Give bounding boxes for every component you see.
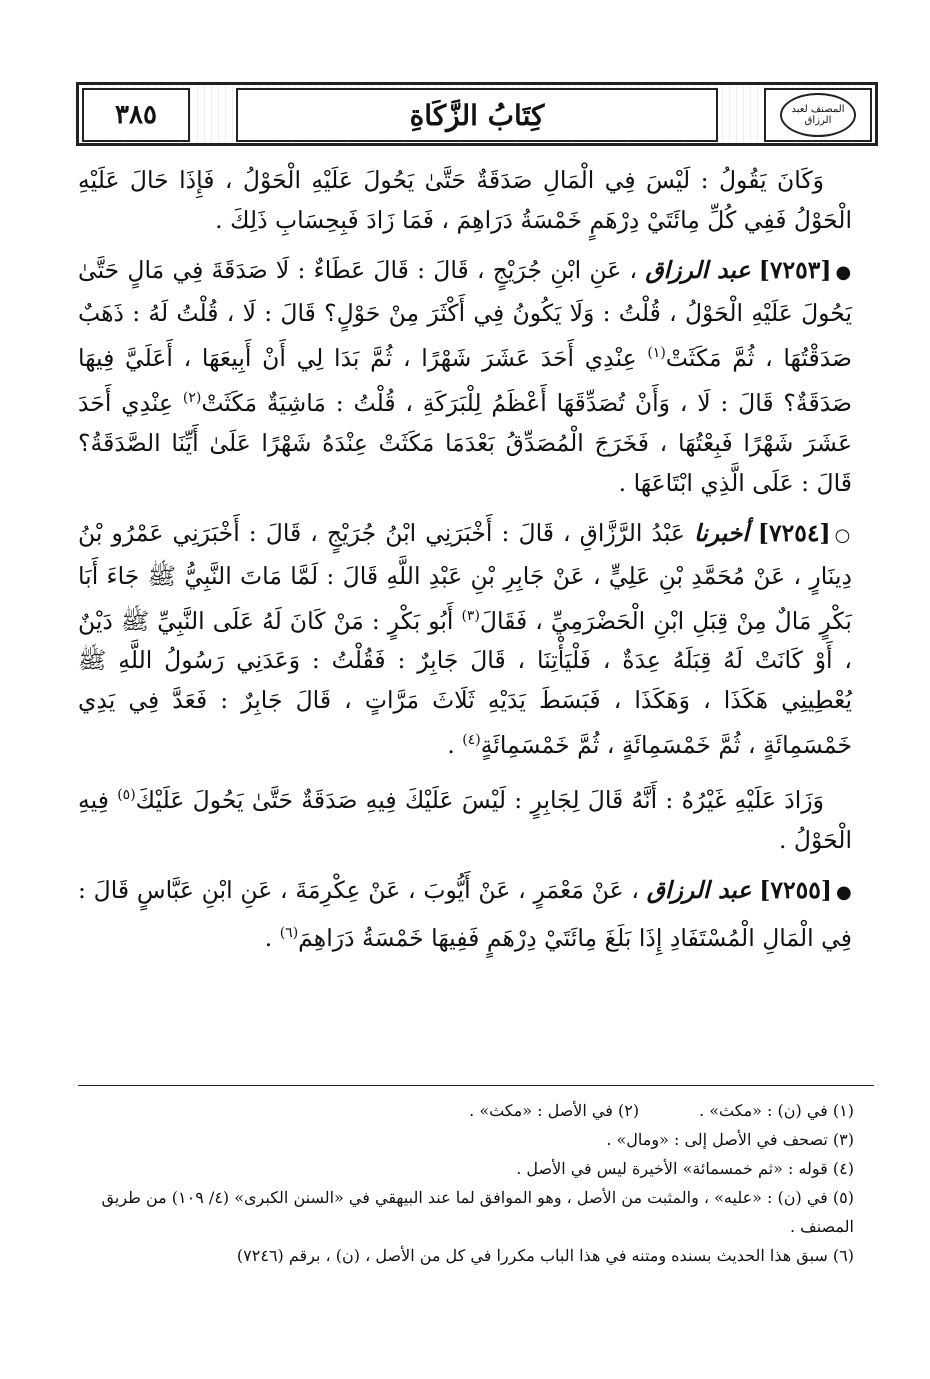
footnote-4: (٤) قوله : «ثم خمسمائة» الأخيرة ليس في الأصل . [516, 1159, 854, 1178]
paragraph [78, 775, 852, 860]
hadith-text: . [447, 731, 455, 760]
footnote-divider [78, 1085, 874, 1086]
chain-name: أخبرنا [694, 518, 749, 547]
hadith-number: [٧٢٥٣] [758, 256, 832, 284]
footnote-ref[interactable]: (٦) [279, 925, 299, 942]
hadith-number: [٧٢٥٥] [759, 876, 832, 905]
paragraph-text: وَزَادَ عَلَيْهِ غَيْرُهُ : أَنَّهُ قَالَ لِجَابِرٍ : لَيْسَ عَلَيْكَ فِيهِ صَدَقَةٌ حَتَّىٰ يَحُولَ عَلَيْكَ [135, 786, 824, 815]
main-text [78, 160, 852, 968]
hadith-number: [٧٢٥٤] [757, 518, 831, 547]
hadith-text: عِنْدِي أَحَدَ عَشَرَ شَهْرًا فَبِعْتُهَا ، فَخَرَجَ الْمُصَدِّقُ بَعْدَمَا مَكَثَتْ عِنْدَهُ شَهْرًا عَلَىٰ أَيِّنَا الصَّدَقَةُ؟ قَالَ : عَلَى الَّذِي ابْتَاعَهَا . [78, 388, 852, 497]
running-header [76, 82, 878, 146]
bullet-marker: ● [835, 882, 852, 904]
page-number-box [82, 88, 190, 142]
hadith-text: . [264, 923, 273, 952]
paragraph-text: وَكَانَ يَقُولُ : لَيْسَ فِي الْمَالِ صَدَقَةٌ حَتَّىٰ يَحُولَ عَلَيْهِ الْحَوْلُ ، فَإِذَا حَالَ عَلَيْهِ الْحَوْلُ فَفِي كُلِّ مِائَتَيْ دِرْهَمٍ خَمْسَةُ دَرَاهِمَ ، فَمَا زَادَ فَبِحِسَابِ ذَلِكَ . [78, 166, 852, 234]
chain-name: عبد الرزاق [646, 876, 752, 905]
page-number: ٣٨٥ [115, 100, 157, 130]
footnote-2: (٢) في الأصل : «مكث» . [469, 1101, 640, 1120]
footnote-ref[interactable]: (١) [647, 345, 666, 361]
hadith-text: ، عَنْ مَعْمَرٍ ، عَنْ أَيُّوبَ ، عَنْ عِكْرِمَةَ ، عَنِ ابْنِ عَبَّاسٍ قَالَ : فِي الْمَالِ الْمُسْتَفَادِ إِذَا بَلَغَ مِائَتَيْ دِرْهَمٍ فَفِيهَا خَمْسَةُ دَرَاهِمَ [78, 876, 852, 952]
footnote-ref[interactable]: (٢) [182, 389, 202, 406]
hadith-paragraph [78, 870, 852, 958]
hadith-paragraph [78, 250, 852, 503]
paragraph [78, 160, 852, 240]
title-box [236, 88, 718, 142]
chain-name: عبد الرزاق [645, 256, 751, 284]
footnote-ref[interactable]: (٥) [117, 787, 136, 804]
hadith-text: أَبُو بَكْرٍ : مَنْ كَانَ لَهُ عَلَى النَّبِيِّ ﷺ دَيْنٌ ، أَوْ كَانَتْ لَهُ قِبَلَهُ عِدَةٌ ، فَلْيَأْتِنَا ، قَالَ جَابِرٌ : فَقُلْتُ : وَعَدَنِي رَسُولُ اللَّهِ ﷺ يُعْطِينِي هَكَذَا ، وَهَكَذَا ، فَبَسَطَ يَدَيْهِ ثَلَاثَ مَرَّاتٍ ، قَالَ جَابِرٌ : فَعَدَّ فِي يَدِي خَمْسَمِائَةٍ ، ثُمَّ خَمْسَمِائَةٍ ، ثُمَّ خَمْسَمِائَةٍ [78, 606, 852, 760]
footnote-ref[interactable]: (٣) [461, 607, 480, 624]
hadith-text: عِنْدِي أَحَدَ عَشَرَ شَهْرًا ، ثُمَّ بَدَا لِي أَنْ أَبِيعَهَا ، أَعَلَيَّ فِيهَا صَدَقَةٌ؟ قَالَ : لَا ، وَأَنْ تُصَدِّقَهَا أَعْظَمُ لِلْبَرَكَةِ ، قُلْتُ : مَاشِيَةٌ مَكَثَتْ [78, 343, 852, 417]
hadith-text: ، عَنِ ابْنِ جُرَيْجٍ ، قَالَ : قَالَ عَطَاءٌ : لَا صَدَقَةَ فِي مَالٍ حَتَّىٰ يَحُولَ عَلَيْهِ الْحَوْلُ ، قُلْتُ : وَلَا يَكُونُ فِي أَكْثَرَ مِنْ حَوْلٍ؟ قَالَ : لَا ، قُلْتُ لَهُ : ذَهَبٌ صَدَقْتُهَا ، ثُمَّ مَكَثَتْ [78, 256, 852, 372]
footnotes [60, 1096, 854, 1270]
footnote-row [60, 1096, 854, 1125]
paragraph-text: فِيهِ الْحَوْلُ . [78, 786, 852, 855]
hadith-paragraph [78, 513, 852, 766]
circle-marker: ○ [834, 524, 852, 546]
publisher-seal: المصنف لعبد الرزاق [780, 93, 856, 137]
book-title: كِتَابُ الزَّكَاةِ [409, 98, 545, 132]
hadith-text: عَبْدُ الرَّزَّاقِ ، قَالَ : أَخْبَرَنِي ابْنُ جُرَيْجٍ ، قَالَ : أَخْبَرَنِي عَمْرُو بْنُ دِينَارٍ ، عَنْ مُحَمَّدِ بْنِ عَلِيٍّ ، عَنْ جَابِرِ بْنِ عَبْدِ اللَّهِ قَالَ : لَمَّا مَاتَ النَّبِيُّ ﷺ جَاءَ أَبَا بَكْرٍ مَالٌ مِنْ قِبَلِ ابْنِ الْحَضْرَمِيِّ ، فَقَالَ [78, 518, 852, 635]
footnote-3: (٣) تصحف في الأصل إلى : «ومال» . [606, 1130, 854, 1149]
publisher-seal-box [764, 88, 872, 142]
footnote-ref[interactable]: (٤) [462, 732, 481, 749]
bullet-marker: ● [835, 262, 852, 283]
footnote-5: (٥) في (ن) : «عليه» ، والمثبت من الأصل ، وهو الموافق لما عند البيهقي في «السنن الكبرى» (٤/ ١٠٩) من طريق المصنف . [101, 1188, 854, 1236]
footnote-1: (١) في (ن) : «مكث» . [699, 1101, 854, 1120]
footnote-6: (٦) سبق هذا الحديث بسنده ومتنه في هذا الباب مكررا في كل من الأصل ، (ن) ، برقم (٧٢٤٦) [236, 1246, 854, 1265]
